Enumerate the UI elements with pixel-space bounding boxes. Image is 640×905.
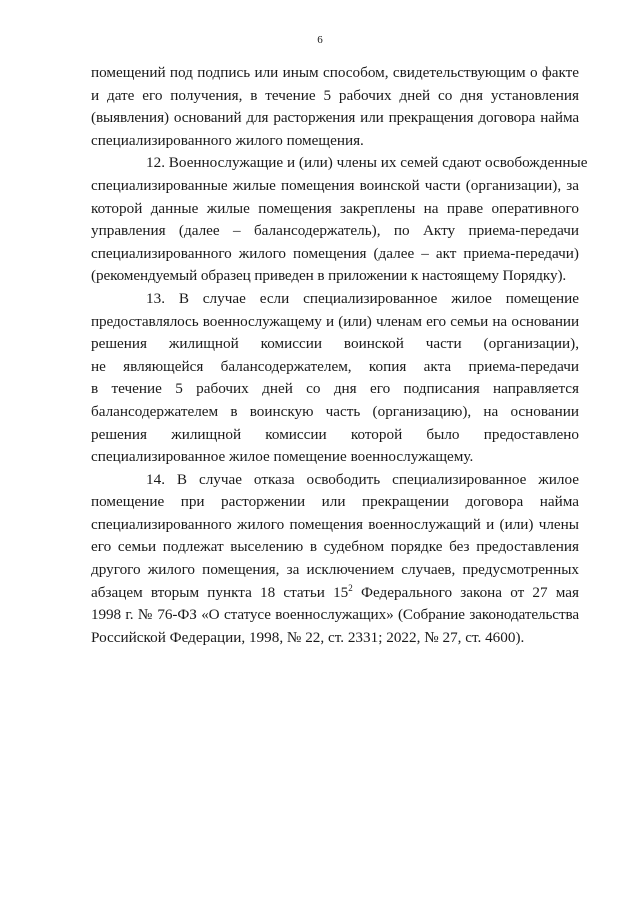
text-line: его семьи подлежат выселению в судебном порядке без предоставления — [91, 538, 579, 556]
text-line: помещений под подпись или иным способом, свидетельствующим о факте — [91, 64, 579, 81]
paragraph-13 — [91, 288, 579, 469]
text-line-with-superscript — [91, 582, 579, 605]
document-body — [91, 62, 588, 649]
text-line: предоставлялось военнослужащему и (или) членам его семьи на основании — [91, 312, 579, 330]
page-number: 6 — [317, 34, 323, 46]
text-line: помещение при расторжении или прекращении договора найма — [91, 493, 579, 511]
text-line: которой данные жилые помещения закреплены на праве оперативного — [91, 199, 579, 217]
text-line: решения жилищной комиссии воинской части (организации), — [91, 335, 579, 353]
text-line: решения жилищной комиссии которой было предоставлено — [91, 425, 579, 443]
text-line: 12. Военнослужащие и (или) члены их семей сдают освобожденные — [146, 154, 588, 172]
text-line: специализированного жилого помещения. — [91, 131, 364, 149]
text-line: не являющейся балансодержателем, копия акта приема-передачи — [91, 357, 579, 375]
text-line: 1998 г. № 76-ФЗ «О статусе военнослужащих» (Собрание законодательства — [91, 606, 579, 624]
paragraph-continuation — [91, 62, 579, 152]
superscript-number: 2 — [348, 582, 353, 593]
text-line: специализированные жилые помещения воинской части (организации), за — [91, 176, 579, 194]
text-line: управления (далее – балансодержатель), по Акту приема-передачи — [91, 222, 579, 240]
text-fragment: абзацем вторым пункта 18 статьи 15 — [91, 583, 349, 601]
text-fragment: Федерального закона от 27 мая — [352, 583, 579, 601]
text-line: специализированное жилое помещение военнослужащему. — [91, 448, 474, 466]
text-line: (рекомендуемый образец приведен в приложении к настоящему Порядку). — [91, 267, 567, 285]
text-line: (выявления) оснований для расторжения или прекращения договора найма — [91, 109, 579, 127]
text-line: в течение 5 рабочих дней со дня его подписания направляется — [91, 380, 579, 398]
text-line: Российской Федерации, 1998, № 22, ст. 2331; 2022, № 27, ст. 4600). — [91, 628, 525, 646]
text-line: и дате его получения, в течение 5 рабочих дней со дня установления — [91, 86, 579, 104]
paragraph-14 — [91, 469, 579, 650]
text-line: 13. В случае если специализированное жилое помещение — [146, 289, 579, 307]
text-line: другого жилого помещения, за исключением случаев, предусмотренных — [91, 561, 579, 579]
paragraph-12 — [91, 152, 588, 288]
text-line: специализированного жилого помещения (далее – акт приема-передачи) — [91, 244, 579, 262]
text-line: 14. В случае отказа освободить специализированное жилое — [146, 470, 579, 488]
text-line: балансодержателем в воинскую часть (организацию), на основании — [91, 402, 579, 420]
text-line: специализированного жилого помещения военнослужащий и (или) члены — [91, 515, 579, 533]
